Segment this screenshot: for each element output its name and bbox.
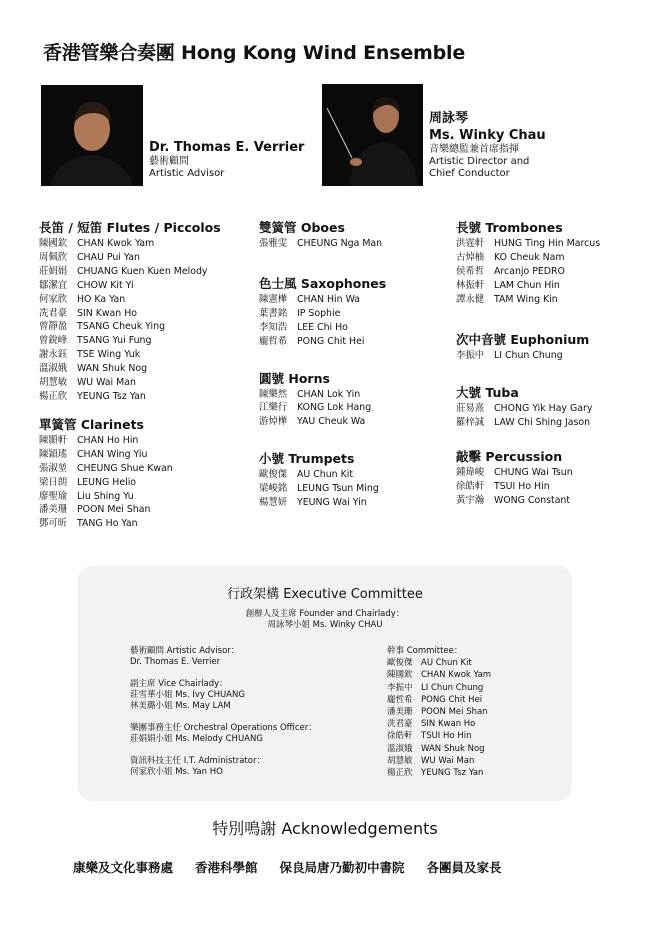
member-row: [259, 335, 459, 349]
member-name-zh: 莊易熹: [456, 403, 485, 415]
committee-name-zh: 冼君豪: [387, 719, 413, 730]
member-row: [456, 349, 650, 363]
acknowledgement-item: 保良局唐乃勤初中書院: [279, 860, 405, 875]
member-row: [39, 476, 239, 490]
member-row: [259, 415, 459, 429]
conductor-name-en: Ms. Winky Chau: [429, 128, 546, 143]
member-name-en: TAM Wing Kin: [494, 293, 558, 305]
member-name-en: Arcanjo PEDRO: [494, 265, 565, 277]
member-name-zh: 謝永鈺: [39, 349, 68, 361]
member-name-en: HO Ka Yan: [77, 293, 126, 305]
member-name-zh: 歐俊傑: [259, 469, 288, 481]
member-row: [39, 237, 239, 251]
advisor-label: [149, 139, 304, 180]
conductor-label: [429, 110, 549, 180]
member-row: [456, 402, 650, 416]
member-name-en: CHAN Ho Hin: [77, 434, 139, 446]
member-name-zh: 葉書銘: [259, 307, 288, 319]
committee-label: 幹事 Committee：: [387, 646, 463, 656]
page-title: 香港管樂合奏團 Hong Kong Wind Ensemble: [43, 42, 466, 64]
member-row: [456, 237, 650, 251]
member-name-zh: 侯希哲: [456, 265, 485, 277]
acknowledgements-list: [73, 858, 524, 876]
member-row: [259, 388, 459, 402]
section-title: 單簧管 Clarinets: [39, 416, 144, 432]
member-name-zh: 楊正欣: [39, 390, 68, 402]
member-name-en: CHEUNG Shue Kwan: [77, 462, 173, 474]
committee-row: [387, 682, 491, 694]
member-name-zh: 江樂行: [259, 402, 288, 414]
member-row: [39, 390, 239, 404]
founder-role: 創辦人及主席 Founder and Chairlady：: [245, 609, 405, 619]
committee-name-zh: 陳國欽: [387, 670, 413, 681]
member-name-zh: 游焯樺: [259, 416, 288, 428]
member-name-en: POON Mei Shan: [77, 504, 151, 516]
member-name-zh: 李振中: [456, 349, 485, 361]
member-name-en: KONG Lok Hang: [297, 402, 372, 414]
member-name-zh: 張淑堃: [39, 462, 68, 474]
committee-name-en: TSUI Ho Hin: [421, 731, 472, 742]
advisor-role-zh: 藝術顧問: [149, 156, 189, 167]
member-name-zh: 陳憲樺: [259, 293, 288, 305]
member-name-zh: 洪霆軒: [456, 238, 485, 249]
member-row: [39, 348, 239, 362]
advisor-name: Dr. Thomas E. Verrier: [149, 140, 305, 155]
member-row: [259, 401, 459, 415]
committee-name-en: YEUNG Tsz Yan: [421, 768, 484, 779]
member-name-en: SIN Kwan Ho: [77, 307, 137, 319]
member-name-zh: 梁峻銘: [259, 483, 288, 495]
section-title: 次中音號 Euphonium: [456, 331, 590, 347]
member-name-en: TSANG Cheuk Ying: [77, 321, 166, 333]
member-name-zh: 梁日朗: [39, 476, 68, 488]
member-row: [259, 496, 459, 510]
member-name-zh: 曾靜盈: [39, 321, 68, 333]
committee-name-en: PONG Chit Hei: [421, 694, 483, 705]
committee-name-zh: 李振中: [387, 682, 413, 693]
member-row: [39, 320, 239, 334]
executive-roles: [130, 646, 317, 789]
member-name-zh: 鄧可昕: [39, 518, 68, 530]
member-name-zh: 古焯楠: [456, 251, 485, 263]
founder: [78, 609, 572, 631]
section-flutes: [39, 219, 239, 404]
committee-row: [387, 706, 491, 718]
member-row: [456, 279, 650, 293]
member-name-en: WONG Constant: [494, 495, 571, 507]
member-name-zh: 潘美珊: [39, 504, 68, 516]
committee-name-en: POON Mei Shan: [421, 707, 488, 718]
member-name-en: CHONG Yik Hay Gary: [494, 403, 593, 415]
role-holder: 莊雪華小姐 Ms. Ivy CHUANG: [130, 690, 245, 700]
member-name-en: WAN Shuk Nog: [77, 363, 148, 375]
advisor-role-en: Artistic Advisor: [149, 168, 225, 179]
member-row: [39, 490, 239, 504]
member-name-en: LAM Chun Hin: [494, 279, 560, 291]
committee-name-zh: 徐皓軒: [387, 731, 413, 742]
member-name-en: YAU Cheuk Wa: [297, 416, 366, 428]
member-row: [39, 307, 239, 321]
member-row: [39, 362, 239, 376]
section-title: 小號 Trumpets: [259, 451, 355, 467]
committee-name-zh: 楊正欣: [387, 768, 413, 779]
committee-name-en: LI Chun Chung: [421, 682, 484, 693]
committee-name-zh: 歐俊傑: [387, 658, 413, 669]
member-name-zh: 鍾瑋峻: [456, 467, 485, 479]
committee-row: [387, 718, 491, 730]
section-saxophones: [259, 275, 459, 349]
member-name-zh: 何家欣: [39, 293, 68, 305]
member-row: [39, 376, 239, 390]
member-row: [456, 293, 650, 307]
member-name-zh: 冼君豪: [39, 307, 68, 319]
member-name-en: CHEUNG Nga Man: [297, 238, 383, 249]
member-name-zh: 曾銳峰: [39, 335, 68, 347]
member-name-en: LEUNG Helio: [77, 476, 137, 488]
committee-name-en: WAN Shuk Nog: [421, 743, 485, 754]
member-name-en: IP Sophie: [297, 307, 341, 319]
section-trumpets: [259, 450, 459, 510]
member-name-en: CHOW Kit Yi: [77, 279, 134, 291]
member-name-zh: 陳國欽: [39, 238, 68, 249]
member-name-zh: 鄒潔宜: [39, 279, 68, 291]
role-holder: 林美璐小姐 Ms. May LAM: [130, 701, 231, 711]
committee-row: [387, 669, 491, 681]
committee-row: [387, 743, 491, 755]
member-name-zh: 譚永健: [456, 293, 485, 305]
member-name-en: TSUI Ho Hin: [494, 481, 550, 493]
member-row: [39, 279, 239, 293]
member-name-en: CHUANG Kuen Kuen Melody: [77, 265, 208, 277]
member-row: [259, 321, 459, 335]
section-title: 雙簧管 Oboes: [259, 220, 345, 235]
member-row: [39, 448, 239, 462]
committee-row: [387, 657, 491, 669]
acknowledgement-item: 康樂及文化事務處: [73, 860, 174, 875]
member-name-en: LEE Chi Ho: [297, 321, 348, 333]
column-left: [39, 219, 239, 547]
column-middle: [259, 219, 459, 526]
member-row: [39, 462, 239, 476]
member-row: [39, 503, 239, 517]
section-title: 長笛 / 短笛 Flutes / Piccolos: [39, 220, 221, 235]
member-row: [39, 251, 239, 265]
role-label: 副主席 Vice Chairlady：: [130, 679, 228, 689]
member-row: [39, 334, 239, 348]
section-title: 色士風 Saxophones: [259, 275, 387, 291]
member-name-zh: 張雅雯: [259, 238, 288, 249]
member-row: [456, 416, 650, 430]
member-row: [259, 482, 459, 496]
member-name-en: YEUNG Wai Yin: [297, 497, 367, 509]
member-name-en: CHUNG Wai Tsun: [494, 467, 573, 479]
section-title: 圓號 Horns: [259, 370, 330, 386]
member-name-zh: 莊娟娟: [39, 265, 68, 277]
section-euphonium: [456, 331, 650, 363]
member-row: [456, 466, 650, 480]
member-name-en: TANG Ho Yan: [77, 518, 138, 530]
member-row: [259, 307, 459, 321]
member-name-en: KO Cheuk Nam: [494, 251, 565, 263]
section-tuba: [456, 384, 650, 430]
member-name-en: CHAN Lok Yin: [297, 388, 361, 400]
member-name-en: CHAN Hin Wa: [297, 293, 360, 305]
committee-name-zh: 潘美珊: [387, 707, 413, 718]
member-name-en: HUNG Ting Hin Marcus: [494, 238, 601, 249]
conductor-role-en: Artistic Director and Chief Conductor: [429, 156, 530, 179]
committee-name-en: AU Chun Kit: [421, 658, 472, 669]
committee-row: [387, 730, 491, 742]
member-row: [259, 468, 459, 482]
committee-name-zh: 龐哲希: [387, 694, 413, 705]
conductor-name-zh: 周詠琴: [429, 111, 469, 126]
section-percussion: [456, 448, 650, 508]
member-name-en: TSANG Yui Fung: [77, 335, 152, 347]
member-row: [456, 494, 650, 508]
member-row: [456, 265, 650, 279]
member-name-zh: 楊慧妍: [259, 497, 288, 509]
role-label: 藝術顧問 Artistic Advisor：: [130, 646, 240, 656]
section-trombones: [456, 219, 650, 307]
section-title: 敲擊 Percussion: [456, 449, 563, 465]
member-row: [259, 293, 459, 307]
member-row: [39, 265, 239, 279]
member-name-zh: 陳穎瑤: [39, 448, 68, 460]
member-row: [39, 293, 239, 307]
member-name-zh: 黃宇瀚: [456, 495, 485, 507]
section-title: 長號 Trombones: [456, 220, 563, 235]
member-row: [39, 434, 239, 448]
committee-row: [387, 755, 491, 767]
executive-role: [130, 723, 317, 745]
committee-name-en: SIN Kwan Ho: [421, 719, 476, 730]
member-name-zh: 周佩欣: [39, 251, 68, 263]
member-row: [39, 517, 239, 531]
member-name-en: YEUNG Tsz Yan: [77, 390, 146, 402]
member-name-en: CHAU Pui Yan: [77, 251, 140, 263]
member-name-zh: 徐皓軒: [456, 481, 485, 493]
member-name-en: CHAN Kwok Yam: [77, 238, 155, 249]
member-name-zh: 廖聖瑜: [39, 490, 68, 502]
member-row: [259, 237, 459, 251]
advisor-photo: [41, 85, 143, 186]
member-row: [456, 251, 650, 265]
conductor-role-zh: 音樂總監兼首席指揮: [429, 144, 519, 155]
executive-role: [130, 679, 317, 712]
section-horns: [259, 370, 459, 430]
section-title: 大號 Tuba: [456, 385, 519, 401]
executive-role: [130, 756, 317, 778]
section-clarinets: [39, 416, 239, 531]
member-name-zh: 李知浩: [259, 321, 288, 333]
member-name-zh: 林振軒: [456, 279, 485, 291]
member-name-en: AU Chun Kit: [297, 469, 354, 481]
member-name-zh: 陳樂然: [259, 388, 288, 400]
executive-committee-panel: [78, 566, 572, 801]
committee-name-zh: 胡慧敏: [387, 755, 413, 766]
role-holder: 何家欣小姐 Ms. Yan HO: [130, 767, 223, 777]
committee-list: [387, 645, 491, 779]
member-name-en: CHAN Wing Yiu: [77, 448, 148, 460]
member-name-en: Liu Shing Yu: [77, 490, 134, 502]
section-oboes: [259, 219, 459, 251]
committee-row: [387, 767, 491, 779]
member-name-en: LAW Chi Shing Jason: [494, 417, 591, 429]
conductor-photo: [322, 84, 423, 186]
column-right: [456, 219, 650, 524]
member-name-en: PONG Chit Hei: [297, 335, 365, 347]
role-label: 資訊科技主任 I.T. Administrator：: [130, 756, 265, 766]
acknowledgements-title: 特別鳴謝 Acknowledgements: [212, 819, 438, 838]
member-name-zh: 溫淑娥: [39, 363, 68, 375]
member-row: [456, 480, 650, 494]
committee-name-zh: 溫淑娥: [387, 743, 413, 754]
committee-row: [387, 694, 491, 706]
acknowledgement-item: 香港科學館: [195, 860, 258, 875]
member-name-en: LI Chun Chung: [494, 349, 563, 361]
member-name-zh: 胡慧敏: [39, 377, 68, 389]
member-name-en: WU Wai Man: [77, 377, 136, 389]
executive-role: [130, 646, 317, 668]
role-holder: Dr. Thomas E. Verrier: [130, 657, 221, 667]
committee-members: [387, 657, 491, 779]
role-holder: 莊娟娟小姐 Ms. Melody CHUANG: [130, 734, 263, 744]
member-name-zh: 羅梓誠: [456, 417, 485, 429]
role-label: 樂團事務主任 Orchestral Operations Officer：: [130, 723, 317, 733]
member-name-zh: 龐哲希: [259, 335, 288, 347]
member-name-zh: 陳顥軒: [39, 434, 68, 446]
member-name-en: TSE Wing Yuk: [77, 349, 141, 361]
acknowledgement-item: 各團員及家長: [426, 860, 502, 875]
founder-name: 周詠琴小姐 Ms. Winky CHAU: [267, 620, 383, 630]
committee-name-en: WU Wai Man: [421, 755, 475, 766]
executive-title: 行政架構 Executive Committee: [227, 587, 423, 602]
committee-name-en: CHAN Kwok Yam: [421, 670, 492, 681]
member-name-en: LEUNG Tsun Ming: [297, 483, 379, 495]
